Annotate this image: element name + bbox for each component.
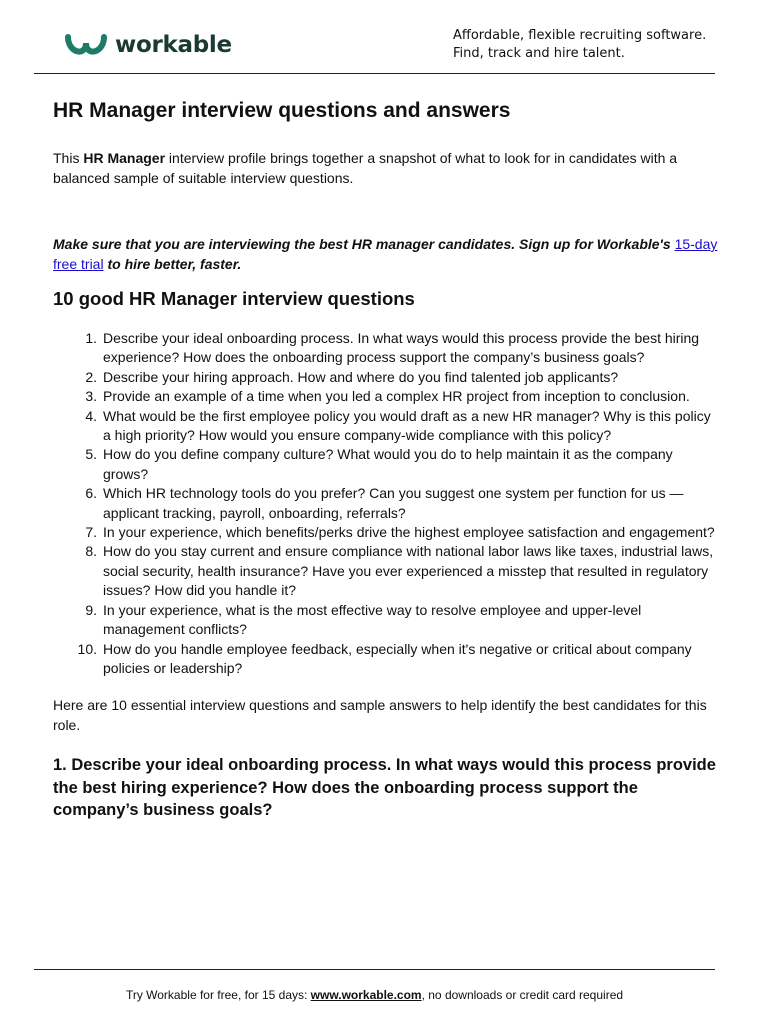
list-item bbox=[53, 601, 721, 640]
list-item bbox=[53, 387, 721, 406]
question-number: 8. bbox=[85, 543, 97, 560]
tagline-line-1: Affordable, flexible recruiting software. bbox=[453, 28, 707, 43]
question-text: In your experience, what is the most effective way to resolve employee and upper-level management conflicts? bbox=[103, 601, 642, 638]
question-text: In your experience, which benefits/perks drive the highest employee satisfaction and engagement? bbox=[103, 524, 715, 541]
question-number: 9. bbox=[85, 601, 97, 618]
list-item bbox=[53, 640, 721, 679]
footer-suffix: , no downloads or credit card required bbox=[421, 988, 624, 1002]
list-item bbox=[53, 368, 721, 387]
question-text: How do you handle employee feedback, especially when it's negative or critical about company policies or leadership? bbox=[103, 640, 692, 676]
list-item bbox=[53, 523, 721, 542]
question-text: Provide an example of a time when you led a complex HR project from inception to conclusion. bbox=[103, 388, 690, 405]
footer-prefix: Try Workable for free, for 15 days: bbox=[125, 988, 311, 1002]
question-number: 10. bbox=[77, 640, 97, 657]
logo-text: workable bbox=[115, 32, 232, 58]
question-number: 6. bbox=[85, 485, 97, 502]
footer-text bbox=[34, 988, 715, 1002]
cta-prefix: Make sure that you are interviewing the best HR manager candidates. Sign up for Workable's bbox=[53, 236, 675, 252]
workable-logo[interactable] bbox=[64, 28, 232, 62]
page-footer bbox=[34, 969, 715, 1002]
question-text: Which HR technology tools do you prefer? Can you suggest one system per function for us — applicant tracking, payroll, onboarding, referrals? bbox=[103, 485, 684, 521]
summary-paragraph: Here are 10 essential interview questions and sample answers to help identify the best candidates for this role. bbox=[53, 697, 707, 733]
footer-link[interactable]: www.workable.com bbox=[310, 988, 422, 1002]
list-item bbox=[53, 484, 721, 523]
free-trial-link[interactable]: 15-day free trial bbox=[53, 236, 718, 272]
question-number: 2. bbox=[85, 368, 97, 385]
question-text: What would be the first employee policy you would draft as a new HR manager? Why is this policy a high priority? How would you ensure company-wide compliance with this policy? bbox=[103, 407, 711, 444]
list-item bbox=[53, 542, 721, 600]
intro-prefix: This bbox=[53, 150, 84, 166]
answer-heading: 1. Describe your ideal onboarding process. In what ways would this process provide the best hiring experience? How does the onboarding process support the company’s business goals? bbox=[53, 756, 716, 820]
question-number: 7. bbox=[85, 524, 97, 541]
question-text: How do you define company culture? What would you do to help maintain it as the company grows? bbox=[103, 446, 673, 482]
intro-suffix: interview profile brings together a snapshot of what to look for in candidates with a balanced sample of suitable interview questions. bbox=[53, 150, 678, 186]
document-body bbox=[53, 97, 721, 822]
list-item bbox=[53, 407, 721, 446]
question-number: 1. bbox=[85, 330, 97, 346]
question-number: 5. bbox=[85, 446, 97, 463]
header-tagline bbox=[453, 27, 713, 63]
question-number: 4. bbox=[85, 407, 97, 424]
cta-suffix: to hire better, faster. bbox=[103, 255, 242, 272]
question-text: Describe your hiring approach. How and where do you find talented job applicants? bbox=[103, 368, 619, 385]
questions-list bbox=[53, 329, 721, 678]
page-title: HR Manager interview questions and answers bbox=[53, 99, 511, 122]
intro-bold: HR Manager bbox=[83, 150, 166, 166]
question-number: 3. bbox=[85, 388, 97, 405]
signup-callout bbox=[53, 235, 721, 274]
workable-logo-icon bbox=[64, 30, 110, 60]
question-text: Describe your ideal onboarding process. In what ways would this process provide the best hiring experience? How does the onboarding process support the company’s business goals? bbox=[103, 330, 700, 366]
list-item bbox=[53, 445, 721, 484]
tagline-line-2: Find, track and hire talent. bbox=[453, 46, 625, 61]
questions-heading: 10 good HR Manager interview questions bbox=[53, 288, 415, 309]
question-text: How do you stay current and ensure compliance with national labor laws like taxes, industrial laws, social security, health insurance? Have you ever experienced a misstep that resulted in regulatory issues? How did you handle it? bbox=[103, 543, 714, 599]
intro-paragraph bbox=[53, 149, 721, 188]
page-header bbox=[34, 24, 715, 74]
list-item bbox=[53, 329, 721, 368]
